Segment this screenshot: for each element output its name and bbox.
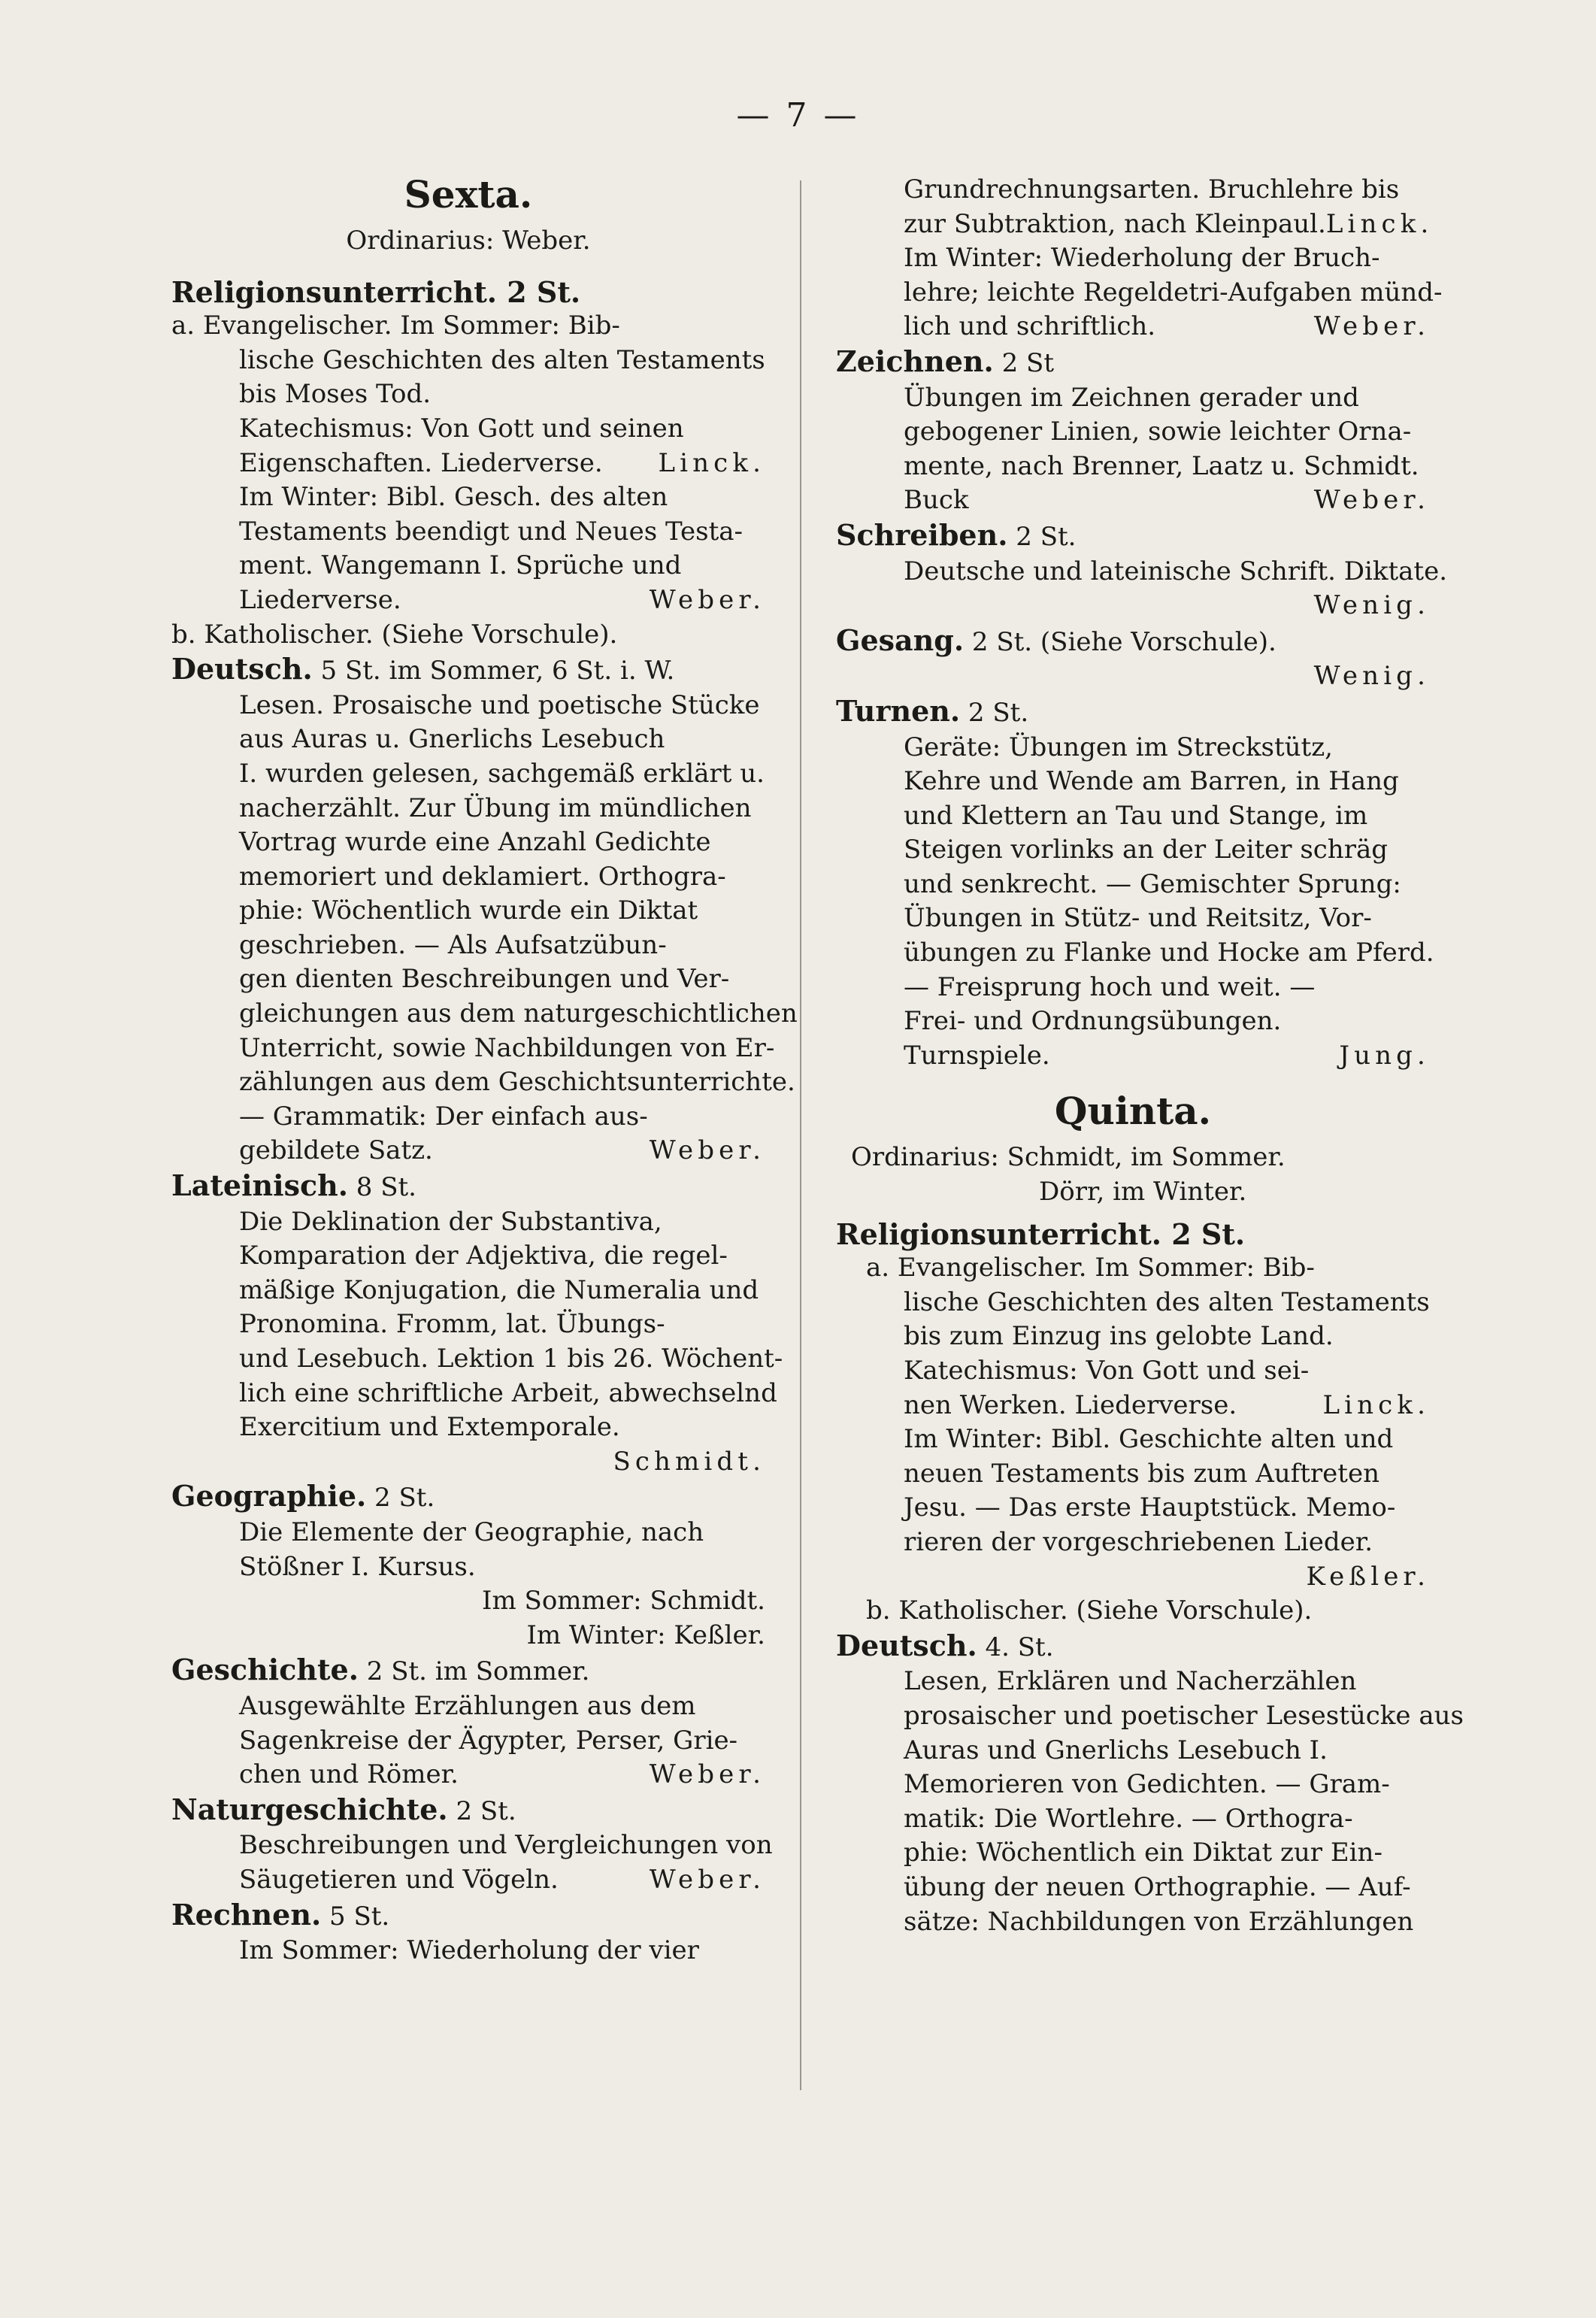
text-line: und Lesebuch. Lektion 1 bis 26. Wöchent- [239, 1344, 783, 1374]
text-line: und senkrecht. — Gemischter Sprung: [904, 868, 1401, 899]
subject-deutsch-heading: Deutsch. [171, 652, 313, 686]
text-line: matik: Die Wortlehre. — Orthogra- [904, 1803, 1353, 1834]
text-line: Pronomina. Fromm, lat. Übungs- [239, 1309, 665, 1340]
teacher-name: Weber. [649, 1759, 765, 1790]
text-fragment: nen Werken. Liederverse. [904, 1389, 1237, 1420]
text-fragment: gebildete Satz. [239, 1135, 433, 1166]
text-line [836, 208, 1434, 242]
text-line: Die Deklination der Substantiva, [239, 1206, 662, 1237]
text-line: Kehre und Wende am Barren, in Hang [904, 766, 1399, 797]
text-line [836, 1389, 1430, 1423]
page-number: — 7 — [736, 96, 860, 135]
subject-hours: 2 St. im Sommer. [366, 1656, 590, 1687]
subject-hours: 2 St. [968, 697, 1029, 728]
text-line: Lesen. Prosaische und poetische Stücke [239, 689, 760, 720]
text-line: gen dienten Beschreibungen und Ver- [239, 964, 730, 995]
subject-deutsch-heading: Deutsch. [836, 1628, 977, 1662]
text-line: rieren der vorgeschriebenen Lieder. [904, 1526, 1373, 1557]
text-line [836, 1039, 1430, 1074]
text-line: zählungen aus dem Geschichtsunterrichte. [239, 1067, 795, 1098]
teacher-name: Weber. [649, 1864, 765, 1895]
subject-rechnen-heading: Rechnen. [171, 1897, 322, 1932]
subject-religion-heading: Religionsunterricht. 2 St. [171, 274, 581, 309]
ordinarius-quinta-winter: Dörr, im Winter. [1039, 1177, 1247, 1207]
text-fragment: lich und schriftlich. [904, 311, 1156, 342]
text-line: a. Evangelischer. Im Sommer: Bib- [171, 311, 620, 341]
text-line: aus Auras u. Gnerlichs Lesebuch [239, 724, 665, 755]
text-line: Lesen, Erklären und Nacherzählen [904, 1666, 1357, 1697]
text-line: Sagenkreise der Ägypter, Perser, Grie- [239, 1725, 738, 1756]
text-line: mente, nach Brenner, Laatz u. Schmidt. [904, 450, 1419, 481]
section-title-quinta: Quinta. [1054, 1089, 1212, 1134]
text-line: Im Winter: Bibl. Gesch. des alten [239, 482, 668, 513]
subject-gesang-heading: Gesang. [836, 623, 965, 657]
text-line: Testaments beendigt und Neues Testa- [239, 516, 743, 547]
text-line: Grundrechnungsarten. Bruchlehre bis [904, 174, 1400, 205]
teacher-name: Wenig. [1313, 590, 1430, 621]
ordinarius-sexta: Ordinarius: Weber. [346, 226, 591, 256]
subject-latein-heading: Lateinisch. [171, 1168, 348, 1203]
text-line: ment. Wangemann I. Sprüche und [239, 550, 682, 581]
text-line [171, 1134, 765, 1168]
subject-religion-heading: Religionsunterricht. 2 St. [836, 1217, 1246, 1251]
teacher-name: Wenig. [1313, 661, 1430, 692]
subject-hours: 5 St. [329, 1901, 390, 1932]
subject-schreiben-heading: Schreiben. [836, 517, 1008, 552]
text-line [171, 583, 765, 618]
text-line: Stößner I. Kursus. [239, 1551, 476, 1582]
text-line: Katechismus: Von Gott und sei- [904, 1356, 1310, 1386]
subject-hours: 2 St. (Siehe Vorschule). [971, 626, 1276, 657]
text-line: Komparation der Adjektiva, die regel- [239, 1241, 728, 1271]
text-line: Im Winter: Keßler. [526, 1620, 765, 1650]
text-line: b. Katholischer. (Siehe Vorschule). [866, 1595, 1313, 1626]
text-line: Die Elemente der Geographie, nach [239, 1517, 704, 1547]
text-line: a. Evangelischer. Im Sommer: Bib- [866, 1253, 1315, 1283]
text-line: memoriert und deklamiert. Orthogra- [239, 861, 726, 892]
text-line: lische Geschichten des alten Testaments [904, 1286, 1430, 1317]
teacher-name: Keßler. [1306, 1561, 1430, 1592]
text-line: bis zum Einzug ins gelobte Land. [904, 1321, 1334, 1352]
teacher-name: Schmidt. [613, 1446, 765, 1477]
subject-hours: 8 St. [356, 1172, 416, 1203]
section-title-sexta: Sexta. [404, 172, 533, 217]
text-line: lehre; leichte Regeldetri-Aufgaben münd- [904, 277, 1443, 308]
text-line: bis Moses Tod. [239, 379, 432, 410]
teacher-name: Weber. [1313, 485, 1430, 516]
text-line: Deutsche und lateinische Schrift. Diktate. [904, 556, 1447, 586]
text-line: sätze: Nachbildungen von Erzählungen [904, 1906, 1414, 1937]
text-line: lich eine schriftliche Arbeit, abwechselnd [239, 1377, 777, 1408]
text-line: Im Sommer: Wiederholung der vier [239, 1935, 699, 1966]
subject-hours: 5 St. im Sommer, 6 St. i. W. [320, 656, 675, 686]
text-line [171, 1758, 765, 1792]
text-line: Steigen vorlinks an der Leiter schräg [904, 835, 1388, 865]
teacher-name: Jung. [1339, 1040, 1430, 1071]
subject-hours: 2 St. [374, 1483, 435, 1514]
text-line: — Freisprung hoch und weit. — [904, 971, 1316, 1002]
left-column [171, 172, 798, 1968]
text-line: lische Geschichten des alten Testaments [239, 344, 765, 375]
text-line [836, 310, 1430, 344]
text-fragment: Buck [904, 485, 969, 516]
text-line: prosaischer und poetischer Lesestücke aus [904, 1700, 1464, 1731]
text-line: und Klettern an Tau und Stange, im [904, 800, 1368, 831]
subject-geographie-heading: Geographie. [171, 1479, 367, 1514]
text-line: Unterricht, sowie Nachbildungen von Er- [239, 1032, 775, 1063]
text-line: phie: Wöchentlich wurde ein Diktat [239, 895, 698, 926]
text-fragment: Säugetieren und Vögeln. [239, 1864, 559, 1895]
text-line: neuen Testaments bis zum Auftreten [904, 1458, 1379, 1489]
text-line: Im Winter: Wiederholung der Bruch- [904, 243, 1380, 274]
text-line: Beschreibungen und Vergleichungen von [239, 1830, 773, 1861]
subject-naturgeschichte-heading: Naturgeschichte. [171, 1792, 448, 1826]
text-line: gebogener Linien, sowie leichter Orna- [904, 417, 1412, 447]
subject-hours: 2 St. [1016, 521, 1077, 552]
text-line: nacherzählt. Zur Übung im mündlichen [239, 792, 752, 823]
text-line [171, 447, 765, 481]
text-fragment: Liederverse. [239, 584, 401, 615]
teacher-name: Weber. [649, 584, 765, 615]
text-line: Ausgewählte Erzählungen aus dem [239, 1690, 696, 1721]
ordinarius-quinta: Ordinarius: Schmidt, im Sommer. [851, 1142, 1286, 1173]
text-line: I. wurden gelesen, sachgemäß erklärt u. [239, 758, 765, 789]
teacher-name: Weber. [649, 1135, 765, 1166]
text-line: übungen zu Flanke und Hocke am Pferd. [904, 938, 1434, 968]
text-line: Frei- und Ordnungsübungen. [904, 1006, 1282, 1037]
text-line: Übungen im Zeichnen gerader und [904, 382, 1359, 413]
text-line: Im Sommer: Schmidt. [482, 1586, 765, 1617]
teacher-name: Weber. [1313, 311, 1430, 342]
text-line: übung der neuen Orthographie. — Auf- [904, 1871, 1411, 1902]
subject-zeichnen-heading: Zeichnen. [836, 344, 994, 378]
teacher-name: Linck. [1325, 208, 1434, 239]
text-line: gleichungen aus dem naturgeschichtlichen [239, 998, 798, 1029]
text-line: geschrieben. — Als Aufsatzübun- [239, 929, 667, 960]
subject-geschichte-heading: Geschichte. [171, 1653, 359, 1687]
text-line: Katechismus: Von Gott und seinen [239, 413, 684, 444]
text-line: Geräte: Übungen im Streckstütz, [904, 732, 1333, 762]
teacher-name: Linck. [1322, 1389, 1430, 1420]
text-line: Auras und Gnerlichs Lesebuch I. [904, 1735, 1328, 1765]
text-line: Übungen in Stütz- und Reitsitz, Vor- [904, 903, 1372, 934]
subject-hours: 2 St. [456, 1795, 516, 1826]
subject-hours: 4. St. [985, 1632, 1054, 1662]
text-line: Vortrag wurde eine Anzahl Gedichte [239, 827, 711, 858]
column-divider [800, 180, 801, 2090]
right-column [836, 173, 1464, 1939]
text-line [836, 483, 1430, 518]
text-line: Memorieren von Gedichten. — Gram- [904, 1769, 1390, 1800]
teacher-name: Linck. [658, 447, 765, 478]
text-line: phie: Wöchentlich ein Diktat zur Ein- [904, 1838, 1382, 1868]
subject-turnen-heading: Turnen. [836, 693, 961, 728]
text-fragment: zur Subtraktion, nach Kleinpaul. [904, 208, 1326, 239]
text-fragment: chen und Römer. [239, 1759, 459, 1790]
text-line: Jesu. — Das erste Hauptstück. Memo- [904, 1492, 1396, 1523]
text-line: Im Winter: Bibl. Geschichte alten und [904, 1424, 1394, 1455]
text-line: Exercitium und Extemporale. [239, 1412, 620, 1443]
text-line: b. Katholischer. (Siehe Vorschule). [171, 619, 618, 650]
text-line: mäßige Konjugation, die Numeralia und [239, 1274, 759, 1305]
text-fragment: Eigenschaften. Liederverse. [239, 447, 603, 478]
text-line: — Grammatik: Der einfach aus- [239, 1101, 648, 1132]
text-fragment: Turnspiele. [904, 1040, 1050, 1071]
subject-hours: 2 St [1001, 347, 1054, 378]
text-line [171, 1863, 765, 1898]
